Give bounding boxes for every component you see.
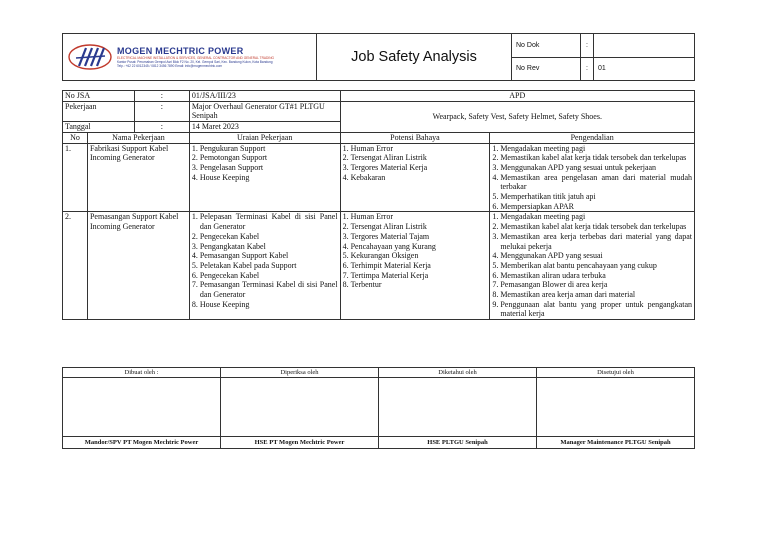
no-dok-colon: : [581,34,594,58]
list-item-number: 2. [191,231,198,241]
table-row [63,212,695,320]
list-item-number: 4. [492,172,499,182]
pekerjaan-label: Pekerjaan [63,101,135,121]
list-item [492,144,692,154]
list-item [343,212,488,222]
list-item-number: 4. [492,251,499,261]
list-item-number: 1. [191,212,198,222]
list-item-number: 4. [191,172,198,182]
list-item [192,242,338,252]
list-item [192,261,338,271]
list-item [492,163,692,173]
list-item-text: Terhimpit Material Kerja [350,260,431,270]
list-item-number: 5. [342,251,349,261]
list-item [492,192,692,202]
list-item-text: Menggunakan APD yang sesuai [500,251,603,261]
col-uraian: Uraian Pekerjaan [189,132,340,143]
list-item-number: 2. [191,153,198,163]
tanggal-colon: : [134,122,189,133]
list-item [492,251,692,261]
list-item [343,280,488,290]
row-uraian [189,212,340,320]
list-item [343,173,488,183]
column-header-row [63,132,695,143]
sign-header-disetujui: Disetujui oleh [537,368,695,378]
list-item-text: Memastikan area pengelasan aman dari material mudah terbakar [500,172,692,192]
list-item [192,251,338,261]
list-item [343,222,488,232]
signature-space [63,378,221,437]
list-item-number: 2. [492,153,499,163]
list-item-text: Memberikan alat bantu pencahayaan yang cukup [500,260,657,270]
list-item [492,222,692,232]
col-pengendalian: Pengendalian [490,132,695,143]
list-item-text: Pemotongan Support [199,153,268,163]
signature-space [537,378,695,437]
list-item-text: Memastikan aliran udara terbuka [500,270,606,280]
list-item [192,144,338,154]
table-row [63,143,695,212]
list-item-number: 3. [191,241,198,251]
signature-space [379,378,537,437]
list-item-number: 3. [342,231,349,241]
list-item-text: Pengelasan Support [199,162,264,172]
list-item [492,300,692,319]
list-item-text: Kekurangan Oksigen [350,251,419,261]
list-item-number: 6. [342,260,349,270]
list-item-number: 8. [342,280,349,290]
list-item-number: 8. [191,299,198,309]
list-item-text: Pengecekan Kabel [199,231,260,241]
row-nama: Fabrikasi Support Kabel Incoming Generator [87,143,189,212]
list-item-number: 9. [492,299,499,309]
list-item-number: 7. [492,280,499,290]
sign-header-dibuat: Dibuat oleh : [63,368,221,378]
company-tagline: ELECTRICAL MACHINE INSTALLATION & SERVICES, GENERAL CONTRACTOR AND GENERAL TRADING [117,56,274,60]
signature-table [62,367,695,449]
list-item [343,144,488,154]
list-item-number: 8. [492,290,499,300]
list-item [492,153,692,163]
list-item [192,271,338,281]
list-item-text: Pelepasan Terminasi Kabel di sisi Panel dan Generator [199,212,338,232]
list-item-number: 4. [342,172,349,182]
logo-cell [63,34,317,81]
list-item-text: Pengangkatan Kabel [199,241,266,251]
tanggal-value: 14 Maret 2023 [189,122,340,133]
sign-role-hse-pltgu: HSE PLTGU Senipah [379,437,537,449]
list-item-number: 4. [342,241,349,251]
list-item-text: Pemasangan Support Kabel [199,251,289,261]
signature-space [221,378,379,437]
col-potensi: Potensi Bahaya [340,132,490,143]
list-item-text: Menggunakan APD yang sesuai untuk pekerjaan [500,162,657,172]
sign-header-diketahui: Diketahui oleh [379,368,537,378]
list-item [492,261,692,271]
list-item-number: 2. [492,222,499,232]
row-no: 2. [63,212,88,320]
list-item-text: Pengecekan Kabel [199,270,260,280]
list-item-number: 1. [191,143,198,153]
list-item-number: 5. [492,192,499,202]
sign-role-manager: Manager Maintenance PLTGU Senipah [537,437,695,449]
company-address-2: Telp.: +62 22 6012345 / 0812 3456 7890 Email: info@mogenmechtric.com [117,64,223,68]
list-item [192,232,338,242]
list-item [343,153,488,163]
list-item-text: Pemasangan Terminasi Kabel di sisi Panel dan Generator [199,280,338,300]
apd-label: APD [340,91,694,102]
list-item [192,163,338,173]
list-item [492,212,692,222]
list-item [492,271,692,281]
list-item-number: 6. [191,270,198,280]
list-item-number: 1. [492,212,499,222]
list-item-text: House Keeping [199,299,250,309]
row-no: 1. [63,143,88,212]
list-item-number: 4. [191,251,198,261]
list-item-text: Mempersiapkan APAR [500,201,575,211]
document-title: Job Safety Analysis [317,34,512,81]
list-item-text: Memastikan kabel alat kerja tidak tersobek dan terkelupas [500,222,687,232]
no-rev-label: No Rev [512,57,581,81]
list-item-text: Terbentur [350,280,382,290]
list-item-text: Memperhatikan titik jatuh api [500,192,596,202]
company-logo-icon [67,42,113,72]
row-potensi [340,143,490,212]
sign-header-diperiksa: Diperiksa oleh [221,368,379,378]
list-item [343,251,488,261]
list-item-text: Tertimpa Material Kerja [350,270,429,280]
no-rev-value: 01 [594,57,695,81]
list-item [343,163,488,173]
company-name: MOGEN MECHTRIC POWER [117,46,244,56]
list-item-number: 6. [492,270,499,280]
list-item [343,271,488,281]
no-rev-colon: : [581,57,594,81]
list-item-number: 2. [342,222,349,232]
list-item-number: 1. [342,212,349,222]
list-item-number: 1. [492,143,499,153]
jsa-table [62,90,695,320]
list-item [492,290,692,300]
col-nama: Nama Pekerjaan [87,132,189,143]
list-item-text: Tergores Material Tajam [350,231,430,241]
list-item-text: Memastikan kabel alat kerja tidak tersobek dan terkelupas [500,153,687,163]
list-item-number: 7. [191,280,198,290]
row-nama: Pemasangan Support Kabel Incoming Generator [87,212,189,320]
list-item-text: Peletakan Kabel pada Support [199,260,297,270]
list-item-text: Memastikan area kerja aman dari material [500,290,636,300]
list-item-number: 2. [342,153,349,163]
row-uraian [189,143,340,212]
list-item [343,261,488,271]
list-item-number: 6. [492,201,499,211]
no-dok-label: No Dok [512,34,581,58]
list-item [343,242,488,252]
list-item [192,280,338,299]
list-item-text: Kebakaran [350,172,386,182]
pekerjaan-value: Major Overhaul Generator GT#1 PLTGU Senipah [189,101,340,121]
list-item-text: Tersengat Aliran Listrik [350,222,427,232]
list-item [492,232,692,251]
col-no: No [63,132,88,143]
list-item-text: Tersengat Aliran Listrik [350,153,427,163]
list-item-number: 1. [342,143,349,153]
row-pengendalian [490,143,695,212]
no-jsa-label: No JSA [63,91,135,102]
list-item-text: Mengadakan meeting pagi [500,143,586,153]
list-item [492,173,692,192]
list-item-text: Pengukuran Support [199,143,266,153]
list-item [343,232,488,242]
no-jsa-value: 01/JSA/III/23 [189,91,340,102]
document-header [62,33,695,81]
list-item-text: Tergores Material Kerja [350,162,428,172]
list-item-text: Pencahayaan yang Kurang [350,241,436,251]
list-item [492,202,692,212]
apd-value: Wearpack, Safety Vest, Safety Helmet, Safety Shoes. [340,101,694,132]
list-item-number: 3. [342,162,349,172]
list-item [192,153,338,163]
list-item-text: Penggunaan alat bantu yang proper untuk pengangkatan material kerja [500,299,692,319]
list-item [492,280,692,290]
list-item-number: 7. [342,270,349,280]
list-item-text: Human Error [350,212,393,222]
no-dok-value [594,34,695,58]
list-item-number: 3. [191,162,198,172]
pekerjaan-colon: : [134,101,189,121]
list-item-number: 3. [492,162,499,172]
list-item-text: Human Error [350,143,393,153]
list-item-text: Pemasangan Blower di area kerja [500,280,608,290]
list-item [192,212,338,231]
company-address-1: Kantor Pusat: Perumahan Gempol Asri Blok F2 No. 20, Kel. Gempol Sari, Kec. Bandung Kulon, Kota Bandung [117,60,273,64]
list-item-text: Mengadakan meeting pagi [500,212,586,222]
list-item-text: Memastikan area kerja terbebas dari material yang dapat melukai pekerja [500,231,692,251]
sign-role-mandor: Mandor/SPV PT Mogen Mechtric Power [63,437,221,449]
row-pengendalian [490,212,695,320]
list-item-text: House Keeping [199,172,250,182]
list-item [192,173,338,183]
row-potensi [340,212,490,320]
tanggal-label: Tanggal [63,122,135,133]
no-jsa-colon: : [134,91,189,102]
sign-role-hse-mogen: HSE PT Mogen Mechtric Power [221,437,379,449]
list-item [192,300,338,310]
list-item-number: 3. [492,231,499,241]
list-item-number: 5. [191,260,198,270]
list-item-number: 5. [492,260,499,270]
